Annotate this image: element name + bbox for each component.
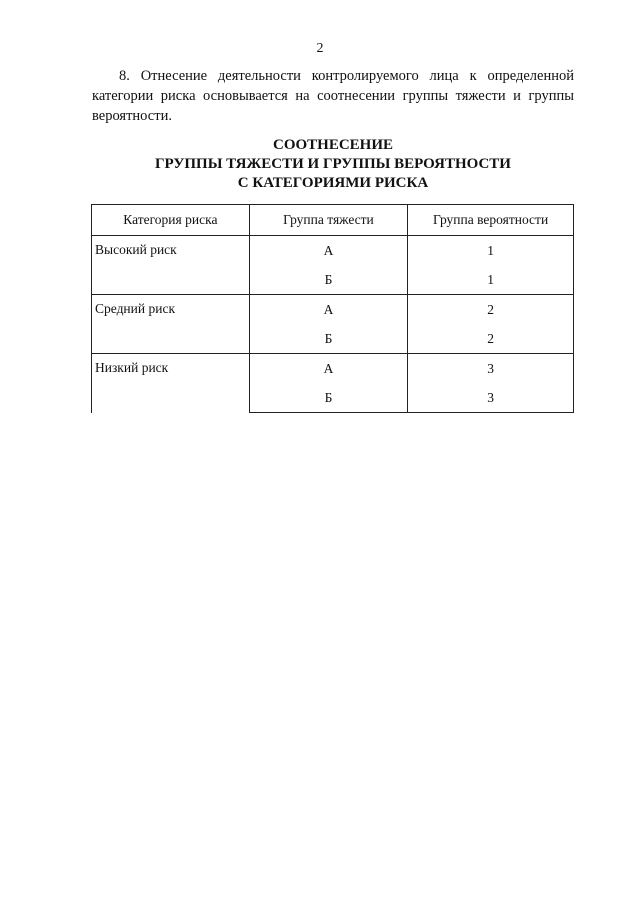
category-cell: Высокий риск [92, 236, 250, 295]
table-title [92, 136, 574, 193]
severity-cell: Б [249, 324, 408, 354]
probability-cell: 2 [408, 324, 574, 354]
risk-category-table [91, 204, 574, 413]
title-line-2: ГРУППЫ ТЯЖЕСТИ И ГРУППЫ ВЕРОЯТНОСТИ [155, 156, 511, 172]
probability-cell: 2 [408, 295, 574, 325]
header-category: Категория риска [92, 205, 250, 236]
body-paragraph: 8. Отнесение деятельности контролируемого лица к определенной категории риска основывается на соотнесении группы тяжести и группы вероятности. [92, 68, 574, 124]
category-cell: Средний риск [92, 295, 250, 354]
title-line-1: СООТНЕСЕНИЕ [272, 137, 394, 153]
title-line-3: С КАТЕГОРИЯМИ РИСКА [237, 175, 429, 191]
table-row [92, 295, 574, 325]
table-header-row [92, 205, 574, 236]
probability-cell: 1 [408, 236, 574, 266]
table-row [92, 236, 574, 266]
probability-cell: 3 [408, 383, 574, 413]
category-cell: Низкий риск [92, 354, 250, 413]
severity-cell: А [249, 236, 408, 266]
severity-cell: А [249, 295, 408, 325]
page-number: 2 [316, 41, 324, 56]
header-probability-group: Группа вероятности [408, 205, 574, 236]
severity-cell: А [249, 354, 408, 384]
probability-cell: 3 [408, 354, 574, 384]
severity-cell: Б [249, 265, 408, 295]
severity-cell: Б [249, 383, 408, 413]
header-severity-group: Группа тяжести [249, 205, 408, 236]
probability-cell: 1 [408, 265, 574, 295]
table-row [92, 354, 574, 384]
